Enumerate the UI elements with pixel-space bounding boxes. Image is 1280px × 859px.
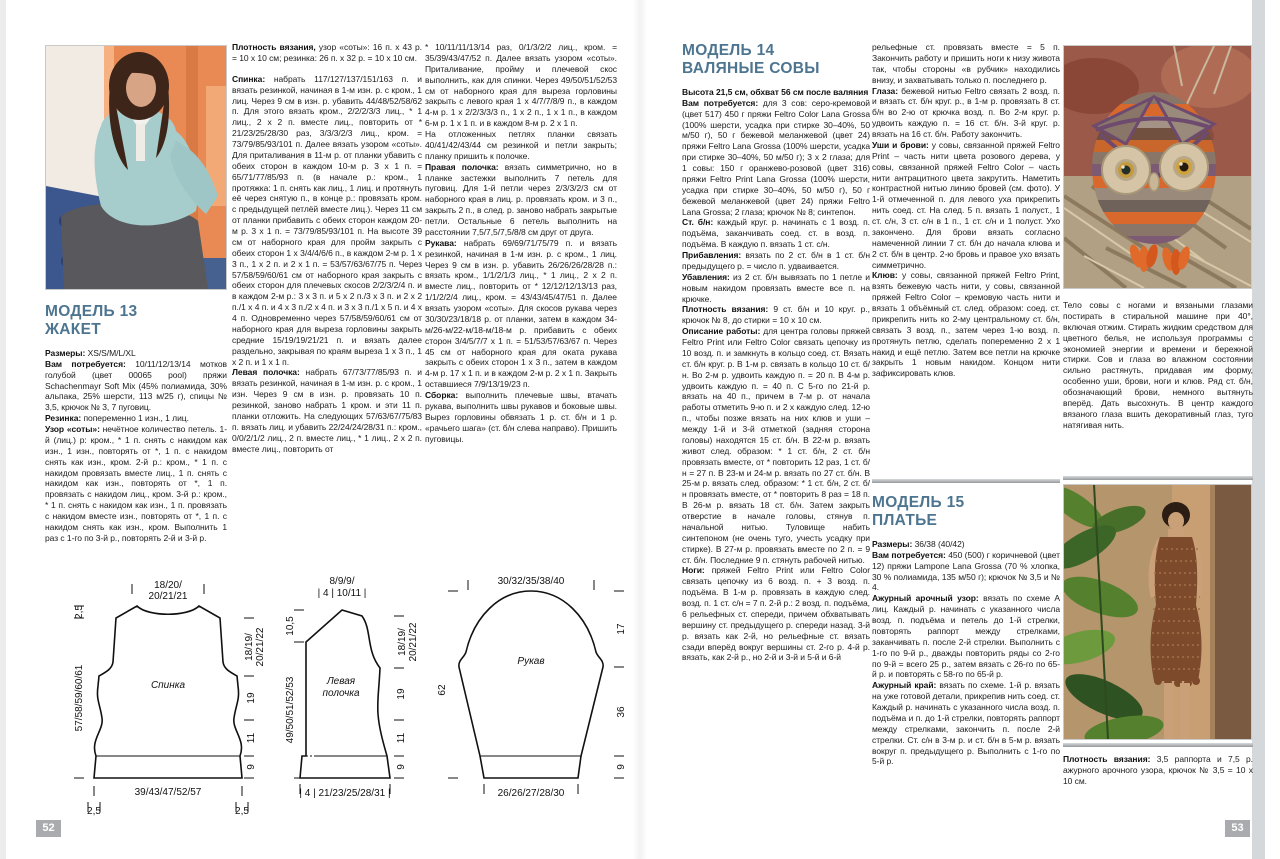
paragraph-label: Плотность вязания, xyxy=(232,42,316,52)
dim-label: 26/26/27/28/30 xyxy=(497,788,565,799)
model13-column1 xyxy=(45,303,227,573)
paragraph-text: 9 ст. б/н и 10 круг. р., крючок № 8, до стирки = 10 х 10 см. xyxy=(682,304,870,326)
section-divider xyxy=(872,479,1060,483)
paragraph-label: Ажурный арочный узор: xyxy=(872,593,979,604)
paragraph xyxy=(425,42,617,129)
dim-label: 17 xyxy=(616,623,627,635)
paragraph-text: выполнить плечевые швы, втачать рукава, выполнить швы рукавов и боковые швы. Вырез горловины обвязать 1 р. ст. б/н и 1 р. «рачьего шага» (ст. б/н слева направо). Пришить пуговицы. xyxy=(425,390,617,444)
paragraph-text: из 2 ст. б/н вывязать по 1 петле и новым накидом провязать вместе все п. на крючке. xyxy=(682,271,870,304)
paragraph xyxy=(425,129,617,162)
paragraph-label: Глаза: xyxy=(872,85,898,96)
paragraph xyxy=(872,140,1060,271)
paragraph-label: Вам потребуется: xyxy=(45,358,126,369)
model13-column3 xyxy=(425,42,617,574)
paragraph-label: Размеры: xyxy=(45,347,86,358)
paragraph xyxy=(45,413,227,424)
paragraph-label: Уши и брови: xyxy=(872,139,929,150)
paragraph-text: Тело совы с ногами и вязаными глазами постирать в стиральной машине при 40°, включая отжим. Стирать жидким средством для цветного белья, не используя программы с экономией энергии и времени и бережной стирки. Сов и глаза во влажном состоянии сильно растянуть, придавая им форму, особенно уши, брови, ноги и клюв. Ряд ст. б/н, обозначающий брови, немного вытянуть вперёд. Дать высохнуть. В центр каждого вязаного глаза вшить декоративный глаз, туго натягивая нить. xyxy=(1063,300,1253,430)
paragraph-label: Спинка: xyxy=(232,73,266,84)
piece-name: Левая xyxy=(326,676,356,687)
model13-column2 xyxy=(232,42,422,574)
model13-photo xyxy=(45,45,227,290)
paragraph-label: Ноги: xyxy=(682,565,705,576)
paragraph-label: Клюв: xyxy=(872,270,898,281)
paragraph-label: Сборка: xyxy=(425,390,459,400)
paragraph xyxy=(45,348,227,359)
felted-owl-image xyxy=(1064,46,1251,288)
paragraph-label: Плотность вязания: xyxy=(1063,754,1151,764)
paragraph-text: у совы, связанной пряжей Feltro Print, взять бежевую часть нити, у совы, связанной пряжей Feltro Color – кремовую часть нити и вязать 1 объёмный ст. след. образом: соед. ст. прикрепить нить ко 2-му центральному ст. б/н, связать 3 возд. п., затем через 1-ю возд. п. протянуть петлю, сделать попеременно 2 х 1 накид и ещё петлю. Затем все петли на крючке закрыть 1 новым накидом. Концом нити зафиксировать клюв. xyxy=(872,270,1060,379)
dress-photo xyxy=(1063,484,1252,740)
paragraph-label: Убавления: xyxy=(682,271,730,282)
model15-column xyxy=(872,494,1060,842)
paragraph-text: вязать симметрично, но в планке застежки выполнить 7 петель для пуговиц. Для 1-й петли через 2/3/3/2/3 см от наборного края в лиц. р. провязать кром. и 3 п., закрыть 2 п., в след. р. заново набрать закрытые петли. Остальные 6 петель выполнить на расстоянии 7,5/7,5/7,5/8/8 см друг от друга. xyxy=(425,161,617,237)
dim-label: 19 xyxy=(396,688,407,700)
dim-label: 20/21/22 xyxy=(408,622,419,662)
paragraph-text: пряжей Feltro Print или Feltro Color связать цепочку из 6 возд. п. + 3 возд. п. подъёма. В 1-м р. провязать в каждую след. возд. п. 1 ст. с/н = 7 п. 2-й р.: 2 возд. п. подъёма, 6 рельефных ст. спереди, причем обхватывать вершину ст. предыдущего р. спереди назад. 3-й р. вязать как 2-й, но рельефные ст. вязать сзади вперёд вокруг вершины ст. 2-го р. 4-й р. вязать, как 2-й р., но 2-й и 3-й и 5-й и 6-й xyxy=(682,565,870,663)
dim-label: 2,5 xyxy=(235,806,249,817)
dim-label: 39/43/47/52/57 xyxy=(134,787,202,798)
paragraph xyxy=(682,217,870,250)
paragraph-text: набрать 117/127/137/151/163 п. и вязать резинкой, начиная в 1-м изн. р. с кром., 1 лиц. Через 9 см в изн. р. убавить 44/48/52/58/62 п. Для этого вязать кром., 2/2/2/3/3 лиц., * 1 лиц., 2 х 2 п. вместе лиц., повторить от * 21/23/25/28/30 раз, 3/3/3/2/3 лиц., кром. = 73/79/85/93/101 п. Далее вязать узором «соты». Для приталивания в 11-м р. от планки убавить с обеих сторон в каждом 10-м р. 3 х 1 п. = 65/71/77/85/93 п. (в начале р.: кром., 1 протяжка: 1 п. снять как лиц., 1 лиц. и протянуть её через снятую п., в конце р.: провязать кром. с предыдущей петлёй вместе лиц.). Через 11 см от планки прибавить с обеих сторон каждом 20-м р. 3 х 1 п. = 73/79/85/93/101 п. На высоте 39 см от наборного края для пройм закрыть с обеих сторон 1 х 3/4/4/6/6 п., в каждом 2-м р. 1 х 3 п., 1 х 2 п. и 2 х 1 п. = 53/57/63/67/75 п. Через 57/58/59/60/61 см от наборного края закрыть с обеих сторон для плечевых скосов 2/2/3/2/4 п. и в каждом 2-м р.: 3 х 3 п. и 5 х 2 п./3 х 3 п. и 2 х 2 п./1 х 4 п. и 4 х 3 п./2 х 4 п. и 3 х 3 п./1 х 5 п. и 4 х 4 п. Одновременно через 57/58/59/60/61 см от наборного края для выреза горловины закрыть средние 15/19/19/21/21 п. и вязать далее раздельно, закрывая по краям выреза 1 х 3 п., 1 х 2 п. и 1 х 1 п. xyxy=(232,73,422,367)
paragraph-label: Описание работы: xyxy=(682,326,761,337)
paragraph-text: набрать 69/69/71/75/79 п. и вязать резинкой, начиная в 1-м изн. р. с кром., 1 лиц. Через 9 см в изн. р. убавить 26/26/26/28/28 п.: вязать кром., 1/1/2/1/3 лиц., * 1 лиц., 2 х 2 п. вместе лиц., повторить от * 12/12/12/13/13 раз, 1/1/2/2/4 лиц., кром. = 43/43/45/47/51 п. Далее вязать узором «соты». Для скосов рукава через 30/30/23/18/18 р. от планки, затем в каждом 34-м/26-м/22-м/18-м/18-м р. прибавить с обеих сторон 3/4/5/7/7 х 1 п. = 51/53/57/63/67 п. Через 45 см от наборного края для оката рукава закрыть с обеих сторон 1 х 3 п., затем в каждом 4-м р. 17 х 1 п. и в каждом 2-м р. 2 х 1 п. Закрыть оставшиеся 7/9/13/19/23 п. xyxy=(425,237,617,390)
paragraph xyxy=(425,238,617,390)
model15-title xyxy=(872,494,1060,530)
sleeve-outline xyxy=(459,591,603,778)
dim-label: 20/21/22 xyxy=(255,627,266,667)
page-left-edge xyxy=(0,0,6,859)
paragraph-text: 450 (500) г коричневой (цвет 12) пряжи Lampone Lana Grossa (70 % хлопка, 30 % полиамида, 135 м/50 г); крючок № 3,5 и № 4. xyxy=(872,549,1060,593)
dim-label: 11 xyxy=(396,732,407,744)
dim-label: 19 xyxy=(246,692,257,704)
dim-label: | 4 | 10/11 | xyxy=(317,588,367,599)
paragraph xyxy=(232,42,422,64)
model14-column1 xyxy=(682,42,870,842)
paragraph xyxy=(682,565,870,663)
schematic-left-front xyxy=(278,572,428,822)
dim-label: 18/20/ xyxy=(154,580,182,591)
paragraph xyxy=(872,539,1060,550)
paragraph xyxy=(872,593,1060,680)
paragraph xyxy=(45,424,227,544)
section-divider xyxy=(1063,476,1253,480)
dim-label: 9 xyxy=(246,764,257,770)
paragraph xyxy=(1063,300,1253,431)
density-caption xyxy=(1063,754,1253,814)
paragraph-text: вязать по 2 ст. б/н в 1 ст. б/н предыдущего р. = число п. удваивается. xyxy=(682,250,870,271)
paragraph-label: Размеры: xyxy=(872,538,913,549)
dim-label: | 4 | 21/23/25/28/31 | xyxy=(299,788,391,799)
paragraph-text: XS/S/M/L/XL xyxy=(85,347,136,358)
dim-label: 30/32/35/38/40 xyxy=(497,576,565,587)
paragraph xyxy=(425,390,617,444)
paragraph-text: 10/11/12/13/14 мотков голубой (цвет 00065 pool) пряжи Schachenmayr Soft Mix (45% полиамида, 30% альпака, 25% шерсти, 113 м/25 г), спицы № 3,5, крючок № 3, 7 пуговиц. xyxy=(45,358,227,413)
paragraph-text: бежевой нитью Feltro связать 2 возд. п. и вязать ст. б/н круг. р., в 1-м р. провязать 8 ст. б/н во 2-ю от крючка возд. п. Во 2-м круг. р. удвоить каждую п. = 16 ст. б/н. 3-й круг. р. вязать на 16 ст. б/н. Работу закончить. xyxy=(872,85,1060,139)
page-number-left: 52 xyxy=(36,820,61,837)
schematic-back xyxy=(60,572,275,822)
paragraph xyxy=(872,86,1060,140)
paragraph-text: 36/38 (40/42) xyxy=(912,538,965,549)
dim-label: 18/19/ xyxy=(397,628,408,656)
model14-title-line1: МОДЕЛЬ 14 xyxy=(682,42,775,59)
paragraph-text: для 3 сов: серо-кремовой (цвет 517) 450 г пряжи Feltro Color Lana Grossa (100% шерсти, усадка при стирке 30–40%, 50 м/50 г), 50 г бежевой меланжевой (цвет 24) пряжи Feltro Lana Grossa (100% шерсти, усадка при стирке 30–40%, 50 м/50 г); 3 х 2 глаза; для 1 совы: 150 г оранжево-розовой (цвет 316) пряжи Feltro Print Lana Grossa (100% шерсти, усадка при стирке 30–40%, 50 м/50 г), 50 г бежевой меланжевой (цвет 24) пряжи Feltro Lana Grossa; 2 глаза; крючок № 8; синтепон. xyxy=(682,97,870,217)
paragraph-text: у совы, связанной пряжей Feltro Print – часть нити цвета розового дерева, у совы, связанной пряжей Feltro Color – часть нити антрацитного цвета закрутить. Наметить контрастной нитью линию бровей (см. фото). У 1-й отмеченной п. для левого уха прикрепить нить соед. ст. На след. 5 п. вязать 1 полуст., 1 ст. с/н, 3 ст. с/н в 1 п., 1 ст. с/н и 1 полуст. Ухо закончено. Для брови вязать согласно намеченной линии 7 ст. б/н до начала клюва и 2 ст. б/н в центр. 2-ю бровь и правое ухо вязать симметрично. xyxy=(872,139,1060,270)
dim-label: 36 xyxy=(616,706,627,718)
paragraph-label: Плотность вязания: xyxy=(682,304,769,315)
paragraph xyxy=(872,550,1060,594)
paragraph xyxy=(872,270,1060,379)
page-right-edge xyxy=(1252,0,1265,859)
paragraph-label: Резинка: xyxy=(45,413,82,424)
paragraph-label: Высота 21,5 см, обхват 56 см после валяния xyxy=(682,86,869,97)
paragraph xyxy=(232,367,422,454)
paragraph xyxy=(45,359,227,413)
piece-name: полочка xyxy=(322,688,360,699)
model13-title-line1: МОДЕЛЬ 13 xyxy=(45,303,138,320)
back-outline xyxy=(94,606,242,778)
dim-label: 18/19/ xyxy=(244,633,255,661)
paragraph xyxy=(872,680,1060,767)
schematic-sleeve xyxy=(428,572,640,822)
paragraph xyxy=(682,304,870,326)
paragraph-label: Ажурный край: xyxy=(872,680,937,691)
paragraph-text: На отложенных петлях планки связать 40/41/42/43/44 см резинкой и петли закрыть; планку пришить к полочке. xyxy=(425,129,617,161)
paragraph-text: для центра головы пряжей Feltro Print или Feltro Color связать цепочку из 10 возд. п. и замкнуть в кольцо соед. ст. Вязать ст. б/н круг. р. В 1-м р. связать в кольцо 10 ст. б/н. Во 2-м р. удвоить каждую п. = 20 п. В 4-м р. удвоить каждую п. = 40 п. С 5-го по 21-й р. вязать на 40 п., причем в 7-м р. от начала работы отметить 9-ю п. и 2 х каждую след. 12-ю п., чтобы позже вязать на них клюв и уши – между 1-й и 3-й отметкой (задняя сторона головы) находятся 15 ст. б/н. В 22-м р. вязать живот след. образом: * 1 ст. б/н, 2 ст. б/н провязать вместе, от * повторить 12 раз, 1 ст. б/н = 27 п. В 23-м и 24-м р. вязать по 27 ст. б/н. В 25-м р. вязать след. образом: * 1 ст. б/н, 2 ст. б/н провязать вместе, от * повторить 8 раз = 18 п. В 26-м р. вязать 18 ст. б/н. Затем закрыть отверстие в начале головы, стянув п. начальной нитью. Туловище набить синтепоном (не очень туго, учесть усадку при стирке). В 27-м р. провязать вместе по 2 п. = 9 ст. б/н. Последние 9 п. стянуть рабочей нитью. xyxy=(682,326,870,565)
model13-title-line2: ЖАКЕТ xyxy=(45,320,101,338)
paragraph-text: вязать по схеме А лиц. Каждый р. начинать с указанного числа возд. п. подъёма и петель до 1-й стрелки, повторять раппорт между стрелками, заканчивать п. после 2-й стрелки. Выполнить с 1-го по 9-й р., дважды повторить ряды со 2-го по 9-й = всего 25 р., затем вязать с 26-го по 65-й р. и повторять с 58-го по 65-й р. xyxy=(872,593,1060,680)
dim-label: 11 xyxy=(246,732,257,744)
paragraph-text: набрать 67/73/77/85/93 п. и вязать резинкой, начиная в 1-м изн. р. с кром., 1 изн. Через 9 см в изн. р. провязать 10 п. резинкой, заново набрать 1 кром. и эти 11 п. планки отложить. На следующих 57/63/67/75/83 п. вязать лиц. и убавить 22/24/24/28/31 п.: кром., 0/0/2/1/2 лиц., 2 п. вместе лиц., * 1 лиц., 2 х 2 п. вместе лиц., повторить от xyxy=(232,367,422,454)
paragraph xyxy=(682,326,870,565)
dim-label: 8/9/9/ xyxy=(329,576,355,587)
dim-label: 9 xyxy=(396,764,407,770)
crochet-dress-image xyxy=(1064,485,1251,739)
owl-photo xyxy=(1063,45,1252,289)
model14-column2 xyxy=(872,42,1060,474)
model15-title-line2: ПЛАТЬЕ xyxy=(872,511,938,529)
paragraph-text: нечётное количество петель. 1-й (лиц.) р: кром., * 1 п. снять с накидом как изн., 1 изн., повторять от *, 1 п. с накидом снять как изн., кром. 2-й р.: кром., * 1 п. с накидом провязать вместе лиц., 1 п. снять с накидом как изн., повторять от *, 1 п. провязать с накидом лиц., кром. 3-й р.: кром., * 1 п. снять с накидом как изн., 1 п. провязать с накидом вместе изн., повторять от *, 1 п. с накидом снять как изн., кром. Выполнить 1 раз с 1-го по 3-й р., повторять 2-й и 3-й р. xyxy=(45,424,227,543)
woman-cardigan-photo xyxy=(46,46,226,289)
section-divider xyxy=(1063,743,1253,747)
paragraph-label: Прибавления: xyxy=(682,250,742,261)
model15-title-line1: МОДЕЛЬ 15 xyxy=(872,494,965,511)
paragraph-text: попеременно 1 изн., 1 лиц. xyxy=(81,413,189,424)
dim-label: 57/58/59/60/61 xyxy=(74,664,85,732)
dim-label: 2,5 xyxy=(74,605,85,619)
model14-title-line2: ВАЛЯНЫЕ СОВЫ xyxy=(682,59,820,77)
paragraph-text: 3,5 раппорта и 7,5 р. ажурного арочного узора, крючок № 3,5 = 10 х 10 см. xyxy=(1063,754,1253,786)
paragraph-label: Рукава: xyxy=(425,237,457,248)
paragraph-text: каждый круг. р. начинать с 1 возд. п. подъёма, заканчивать соед. ст. в возд. п. подъёма. В каждую п. вязать 1 ст. с/н. xyxy=(682,217,870,250)
paragraph xyxy=(1063,754,1253,787)
paragraph-label: Узор «соты»: xyxy=(45,424,100,435)
dim-label: 9 xyxy=(616,764,627,770)
page-number-right: 53 xyxy=(1225,820,1250,837)
paragraph xyxy=(682,98,870,218)
model14-title xyxy=(682,42,870,78)
piece-name: Спинка xyxy=(150,680,186,691)
owl-care-column xyxy=(1063,300,1253,472)
paragraph-text: рельефные ст. провязать вместе = 5 п. Закончить работу и пришить ноги к низу живота так, чтобы стороны «в рубчик» находились внизу, и захватывать только п. последнего р. xyxy=(872,42,1060,85)
dim-label: 62 xyxy=(437,684,448,696)
paragraph xyxy=(232,74,422,368)
paragraph xyxy=(682,250,870,272)
paragraph-label: Вам потребуется: xyxy=(872,549,946,560)
paragraph-text: * 10/11/11/13/14 раз, 0/1/3/2/2 лиц., кром. = 35/39/43/47/52 п. Далее вязать узором «соты». Приталивание, пройму и плечевой скос выполнить, как для спинки. Через 49/50/51/52/53 см от наборного края для выреза горловины закрыть с левого края 1 х 4/7/7/8/9 п., в каждом 4-м р. 1 х 2/2/3/3/3 п., 1 х 2 п., 1 х 1 п., в каждом 6-м р. 1 х 1 п. и в каждом 8-м р. 2 х 1 п. xyxy=(425,42,617,129)
dim-label: 20/21/21 xyxy=(148,591,188,602)
dim-label: 49/50/51/52/53 xyxy=(285,676,296,744)
paragraph xyxy=(682,87,870,98)
paragraph-label: Правая полочка: xyxy=(425,161,499,172)
paragraph-label: Ст. б/н: xyxy=(682,217,714,228)
paragraph xyxy=(872,42,1060,86)
paragraph-text: узор «соты»: 16 п. х 43 р. = 10 х 10 см; резинка: 26 п. х 32 р. = 10 х 10 см. xyxy=(232,42,422,63)
dim-label: 10,5 xyxy=(285,616,296,636)
paragraph-text: вязать по схеме. 1-й р. вязать на уже готовой детали, прикрепив нить соед. ст. Каждый р. начинать с указанного числа возд. п. подъёма и п. до 1-й стрелки, повторять раппорт между стрелками, закончить п. после 2-й стрелки. Ст. с/н в 3-м р. и ст. б/н в 5-м р. вязать вокруг п. предыдущего р. Выполнить с 1-го по 5-й р. xyxy=(872,680,1060,767)
owl-beak xyxy=(1149,173,1159,191)
paragraph-label: Левая полочка: xyxy=(232,367,300,378)
paragraph xyxy=(425,162,617,238)
model13-title xyxy=(45,303,227,339)
paragraph xyxy=(682,272,870,305)
dim-label: 2,5 xyxy=(87,806,101,817)
paragraph-label: Вам потребуется: xyxy=(682,97,759,108)
piece-name: Рукав xyxy=(517,656,545,667)
